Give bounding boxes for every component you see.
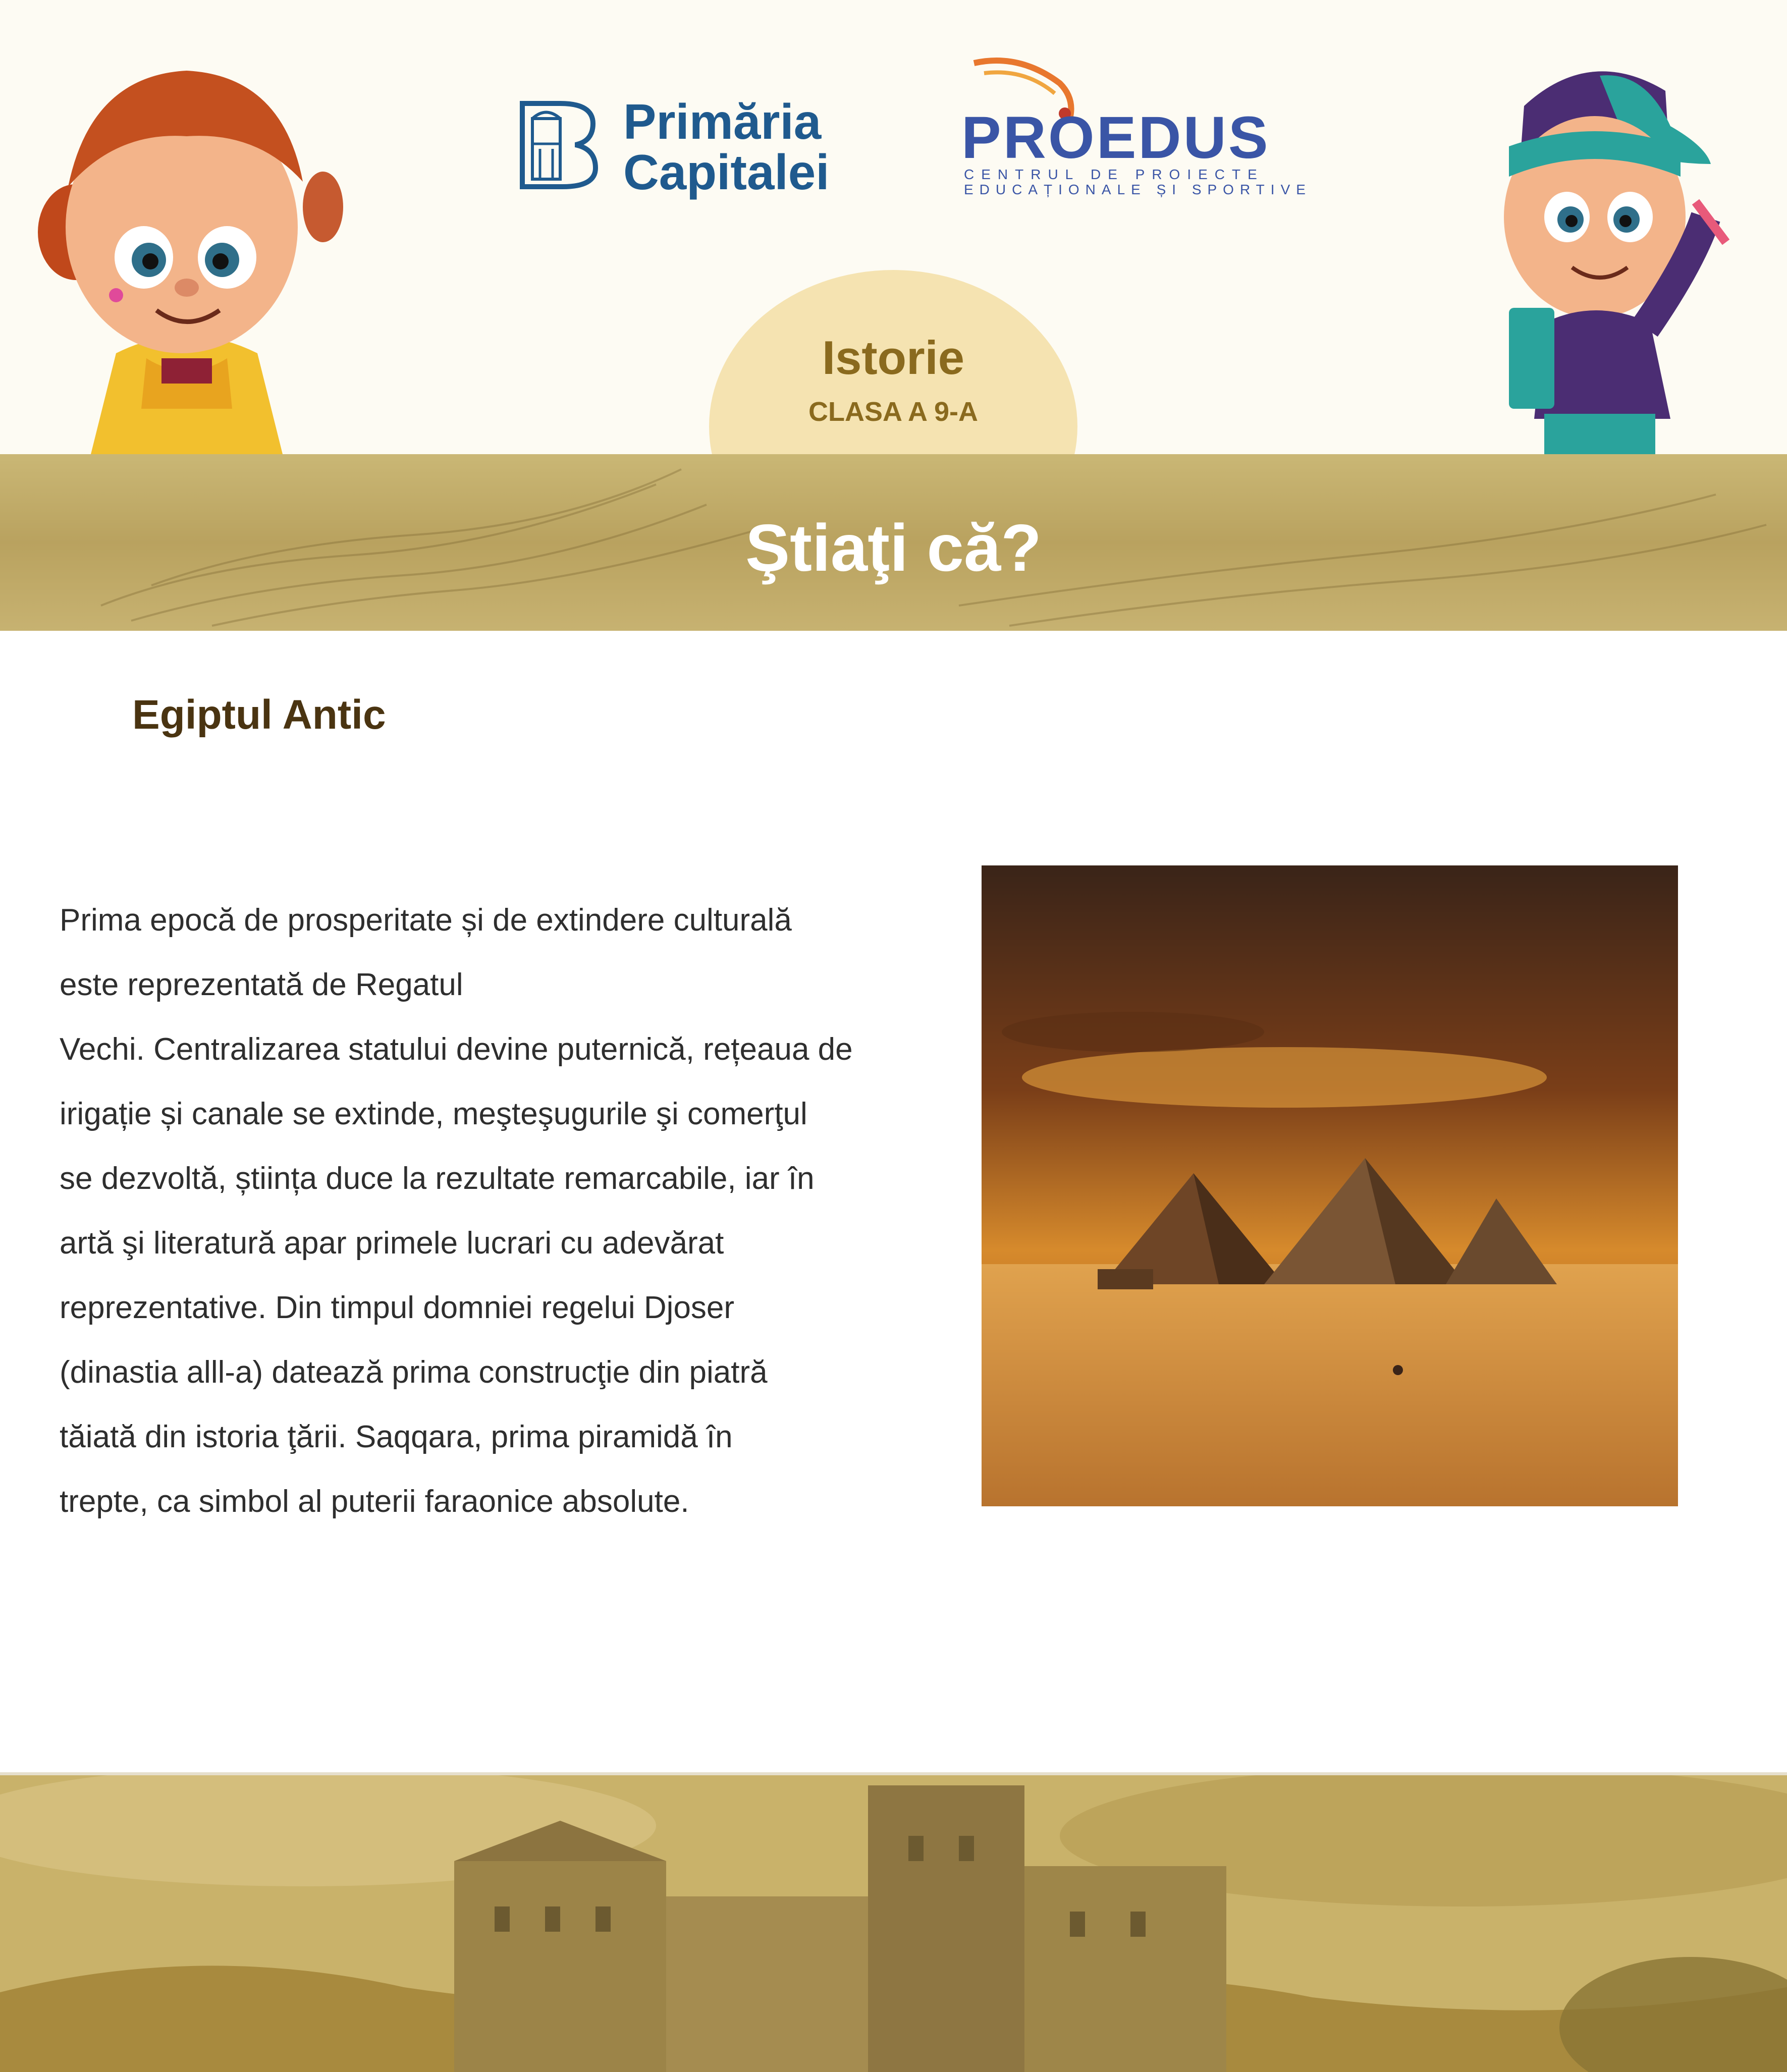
proedus-logo-name: PROEDUS [961, 104, 1270, 171]
banner-title: Ştiaţi că? [745, 511, 1042, 585]
primaria-logo-line2: Capitalei [623, 144, 830, 200]
article-title: Egiptul Antic [132, 692, 386, 738]
girl-mascot-illustration [20, 56, 343, 454]
article-body: Prima epocă de prosperitate și de extindere culturală este reprezentată de Regatul Vechi. Centralizarea statului devine puternică, rețeaua de irigație și canale se extinde, meşteşugurile şi comerţul se dezvoltă, știința duce la rezultate remarcabile, iar în artă şi literatură apar primele lucrari cu adevărat reprezentative. Din timpul domniei regelui Djoser (dinastia alll-a) datează prima construcţie din piatră tăiată din istoria ţării. Saqqara, prima piramidă în trepte, ca simbol al puterii faraonice absolute. [60, 903, 853, 1519]
grade-label: CLASA A 9-A [808, 397, 978, 427]
pyramids-photo [982, 865, 1678, 1506]
boy-mascot-illustration [1479, 50, 1746, 454]
proedus-tagline-line1: CENTRUL DE PROIECTE [964, 167, 1264, 182]
page-header [0, 0, 1787, 454]
subject-label: Istorie [822, 331, 965, 384]
proedus-tagline-line2: EDUCAȚIONALE ȘI SPORTIVE [964, 182, 1312, 197]
castle-illustration [0, 1775, 1787, 2072]
primaria-logo-line1: Primăria [623, 94, 822, 149]
primaria-capitalei-logo-icon [517, 98, 598, 192]
